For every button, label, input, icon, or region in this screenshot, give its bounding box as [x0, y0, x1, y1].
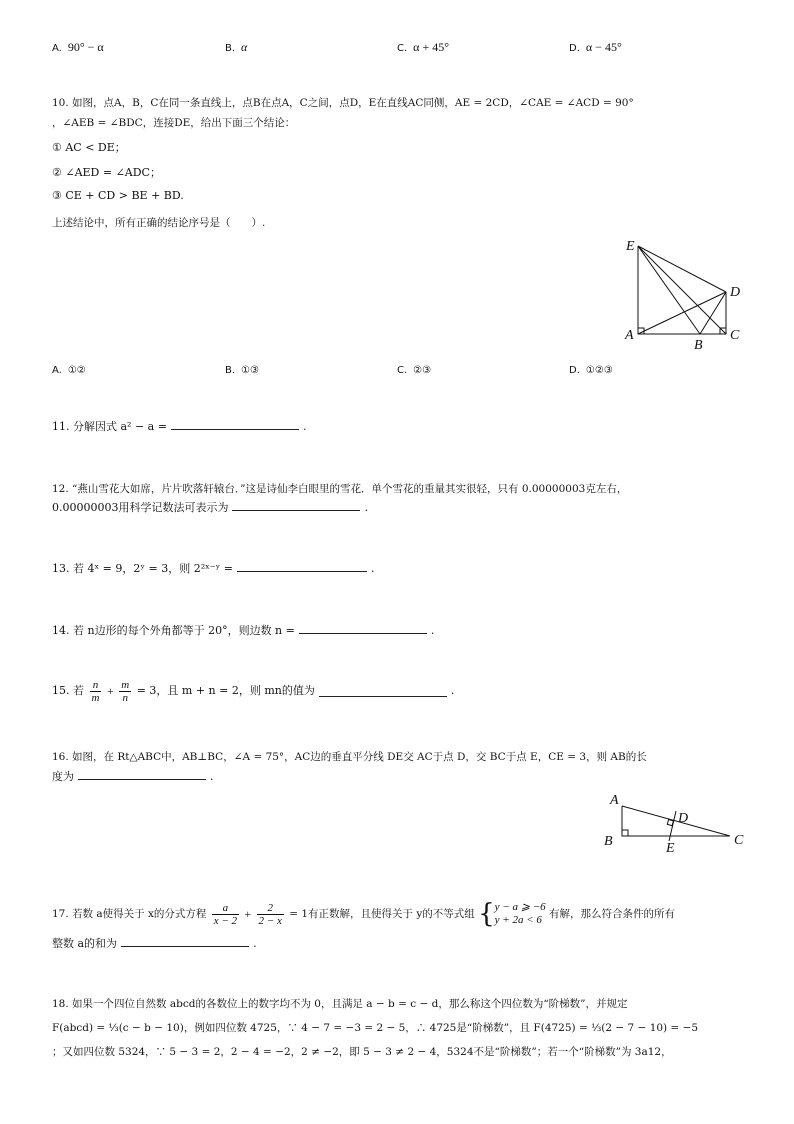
q10-conclusion-2: ② ∠AED = ∠ADC； [52, 166, 161, 179]
q9-option-c: C. α + 45° [397, 40, 450, 54]
segment-ec [638, 246, 726, 334]
label-b: B [604, 834, 613, 849]
label-a: A [610, 793, 619, 808]
label-e: E [626, 239, 635, 254]
right-angle-d [667, 820, 673, 826]
q16-line1: 16. 如图，在 Rt△ABC中，AB⊥BC，∠A = 75°，AC边的垂直平分线 DE交 AC于点 D，交 BC于点 E，CE = 3，则 AB的长 [52, 751, 647, 763]
q10-option-b: B. ①③ [225, 365, 259, 376]
q10-conclusion-3: ③ CE + CD > BE + BD. [52, 189, 184, 202]
q12-line2: 0.00000003用科学记数法可表示为 . [52, 501, 368, 514]
q15-answer-blank[interactable] [319, 685, 447, 697]
q16-line2: 度为 . [52, 770, 214, 783]
q15-fraction-1: $\frac{n}{m}$ [91, 678, 100, 704]
q16-answer-blank[interactable] [78, 768, 206, 780]
q14-line: 14. 若 n边形的每个外角都等于 20°，则边数 n = . [52, 624, 435, 637]
label-b: B [694, 338, 703, 353]
q14-answer-blank[interactable] [299, 622, 427, 634]
q12-answer-blank[interactable] [232, 499, 360, 511]
q11-line: 11. 分解因式 a² − a = . [52, 420, 307, 433]
label-d: D [730, 285, 741, 300]
segment-ed [638, 246, 726, 292]
q17-line1: 17. 若数 a使得关于 x的分式方程 $\frac{a}{x - 2}$ + $\frac{2}{2 - x}$ = 1有正数解，且使得关于 y的不等式组 { y − a ⩾ −6 y + 2a < 6 有解，那么符合条件的所有 [52, 899, 675, 929]
q10-option-d: D. ①②③ [569, 365, 613, 376]
q13-line: 13. 若 4ˣ = 9，2ʸ = 3，则 2²ˣ⁻ʸ = . [52, 562, 375, 575]
q16-figure [600, 790, 750, 854]
right-angle-b [622, 830, 628, 836]
q18-line3: ；又如四位数 5324，∵ 5 − 3 = 2，2 − 4 = −2，2 ≠ −2，即 5 − 3 ≠ 2 − 4，5324不是“阶梯数”；若一个“阶梯数”为 3a12， [52, 1046, 672, 1058]
q10-figure [620, 236, 750, 354]
q10-question: 上述结论中，所有正确的结论序号是（ ）. [52, 217, 266, 229]
segment-ac [622, 806, 730, 836]
q9-option-a: A. 90° − α [52, 40, 104, 54]
q9-option-b: B. α [225, 40, 248, 54]
q17-fraction-2: $\frac{2}{2 - x}$ [258, 901, 282, 927]
q10-option-c: C. ②③ [397, 365, 432, 376]
label-c: C [734, 833, 744, 848]
q13-answer-blank[interactable] [237, 560, 367, 572]
label-c: C [730, 328, 740, 343]
q17-brace: { [478, 899, 495, 929]
q18-line1: 18. 如果一个四位自然数 abcd的各数位上的数字均不为 0，且满足 a − b = c − d，那么称这个四位数为“阶梯数”，并规定 [52, 998, 628, 1010]
q10-conclusion-1: ① AC < DE； [52, 141, 126, 154]
q15-fraction-2: $\frac{m}{n}$ [121, 678, 130, 704]
q17-inequality-system: y − a ⩾ −6 y + 2a < 6 [494, 901, 546, 926]
q17-line2: 整数 a的和为 . [52, 937, 257, 950]
q9-option-d: D. α − 45° [569, 40, 622, 54]
q11-answer-blank[interactable] [171, 418, 299, 430]
label-e: E [666, 841, 675, 854]
q12-line1: 12. “燕山雪花大如席，片片吹落轩辕台．”这是诗仙李白眼里的雪花．单个雪花的重量其实很轻，只有 0.00000003克左右， [52, 483, 628, 495]
label-d: D [678, 811, 689, 826]
segment-eb [638, 246, 700, 334]
label-a: A [625, 328, 634, 343]
q17-answer-blank[interactable] [121, 935, 249, 947]
q10-option-a: A. ①② [52, 365, 86, 376]
q18-line2: F(abcd) = ⅓(c − b − 10)，例如四位数 4725，∵ 4 − 7 = −3 = 2 − 5，∴ 4725是“阶梯数”，且 F(4725) = ⅓(2 − 7 − 10) = −5 [52, 1022, 699, 1034]
q10-stem-line2: ，∠AEB = ∠BDC，连接DE，给出下面三个结论： [52, 117, 296, 129]
q15-line: 15. 若 $\frac{n}{m}$ + $\frac{m}{n}$ = 3，且 m + n = 2，则 mn的值为 . [52, 678, 455, 704]
q17-fraction-1: $\frac{a}{x - 2}$ [213, 901, 238, 927]
q10-stem-line1: 10. 如图，点A，B，C在同一条直线上，点B在点A，C之间，点D，E在直线AC同侧，AE = 2CD，∠CAE = ∠ACD = 90° [52, 97, 634, 109]
